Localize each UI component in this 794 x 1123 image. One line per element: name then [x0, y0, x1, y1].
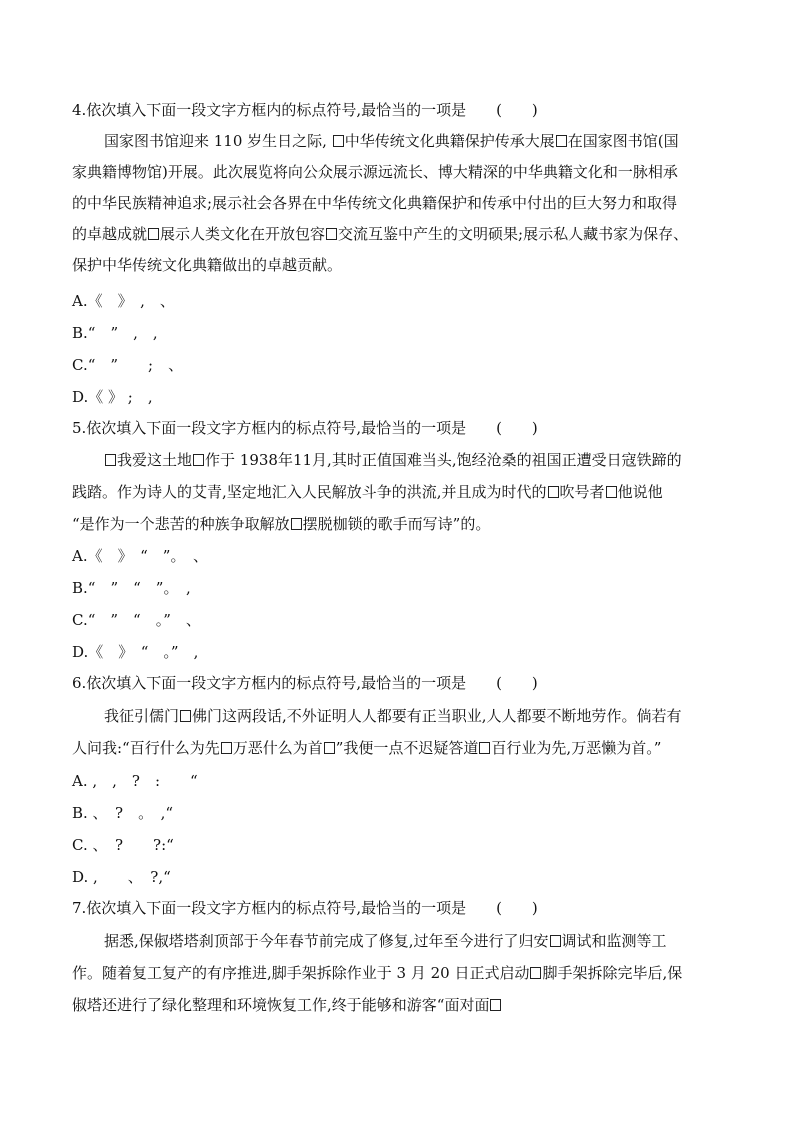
text: 据悉,保俶塔塔刹顶部于今年春节前完成了修复,过年至今进行了归安: [104, 932, 549, 950]
q4-option-a: A.《 》 , 、: [72, 292, 175, 310]
blank-box: [193, 454, 204, 466]
blank-box: [324, 742, 335, 754]
q4-paragraph-line: 的中华民族精神追求;展示社会各界在中华传统文化典籍保护和传承中付出的巨大努力和取得: [72, 194, 678, 212]
text: 摆脱枷锁的歌手而写诗”的。: [302, 515, 491, 533]
blank-box: [556, 135, 567, 147]
q4-option-d: D.《 》 ; ,: [72, 388, 153, 406]
q6-option-a: A. , , ? : “: [72, 772, 198, 790]
text: 人问我:“百行什么为先: [72, 739, 220, 757]
text: 国家图书馆迎来 110 岁生日之际,: [104, 132, 332, 150]
blank-box: [105, 454, 116, 466]
text: 我爱这土地: [117, 451, 193, 469]
text: 他说他: [617, 483, 663, 501]
blank-box: [333, 135, 344, 147]
text: 的卓越成就: [72, 225, 148, 243]
text: 作于 1938年11月,其时正值国难当头,饱经沧桑的祖国正遭受日寇铁蹄的: [205, 451, 682, 469]
blank-box: [490, 999, 501, 1011]
q5-option-c: C.“ ” “ 。” 、: [72, 611, 201, 629]
text: 俶塔还进行了绿化整理和环境恢复工作,终于能够和游客“面对面: [72, 996, 490, 1014]
text: “是作为一个悲苦的种族争取解放: [72, 515, 290, 533]
blank-box: [479, 742, 490, 754]
q6-paragraph-line: [72, 738, 661, 758]
text: 吹号者: [559, 483, 605, 501]
q6-paragraph-line: [104, 706, 682, 726]
blank-box: [326, 228, 337, 240]
text: 作。随着复工复产的有序推进,脚手架拆除作业于 3 月 20 日正式启动: [72, 964, 530, 982]
blank-box: [550, 935, 561, 947]
blank-box: [180, 710, 191, 722]
q7-paragraph-line: [72, 995, 502, 1015]
q6-option-b: B. 、 ? 。 ,“: [72, 804, 174, 822]
q5-paragraph-line: [72, 514, 490, 534]
text: 践踏。作为诗人的艾青,坚定地汇入人民解放斗争的洪流,并且成为时代的: [72, 483, 547, 501]
blank-box: [221, 742, 232, 754]
q4-paragraph-line: 保护中华传统文化典籍做出的卓越贡献。: [72, 256, 343, 274]
text: 中华传统文化典籍保护传承大展: [344, 132, 555, 150]
question-7-title: 7.依次填入下面一段文字方框内的标点符号,最恰当的一项是 ( ): [72, 899, 538, 917]
question-5-title: 5.依次填入下面一段文字方框内的标点符号,最恰当的一项是 ( ): [72, 419, 538, 437]
q4-paragraph-line: 家典籍博物馆)开展。此次展览将向公众展示源远流长、博大精深的中华典籍文化和一脉相承: [72, 163, 678, 181]
text: 展示人类文化在开放包容: [160, 225, 326, 243]
blank-box: [291, 518, 302, 530]
text: 在国家图书馆(国: [567, 132, 679, 150]
q5-paragraph-line: [72, 482, 663, 502]
blank-box: [530, 967, 541, 979]
text: 百行业为先,万恶懒为首。”: [491, 739, 662, 757]
q4-paragraph-line: [72, 224, 688, 244]
q5-paragraph-line: [104, 450, 682, 470]
q7-paragraph-line: [72, 963, 682, 983]
blank-box: [148, 228, 159, 240]
blank-box: [548, 486, 559, 498]
text: 交流互鉴中产生的文明硕果;展示私人藏书家为保存、: [338, 225, 689, 243]
question-4-title: 4.依次填入下面一段文字方框内的标点符号,最恰当的一项是 ( ): [72, 101, 538, 119]
text: ”我便一点不迟疑答道: [335, 739, 479, 757]
q6-option-c: C. 、 ? ?:“: [72, 836, 174, 854]
q5-option-a: A.《 》 “ ”。 、: [72, 547, 208, 565]
q7-paragraph-line: [104, 931, 667, 951]
q4-option-b: B.“ ” , ,: [72, 324, 158, 342]
text: 万恶什么为首: [232, 739, 323, 757]
q5-option-b: B.“ ” “ ”。 ,: [72, 579, 191, 597]
blank-box: [606, 486, 617, 498]
q4-option-c: C.“ ” ; 、: [72, 356, 184, 374]
text: 调试和监测等工: [561, 932, 667, 950]
text: 脚手架拆除完毕后,保: [542, 964, 683, 982]
question-6-title: 6.依次填入下面一段文字方框内的标点符号,最恰当的一项是 ( ): [72, 674, 538, 692]
q4-paragraph-line: [104, 131, 679, 151]
text: 佛门这两段话,不外证明人人都要有正当职业,人人都要不断地劳作。倘若有: [192, 707, 682, 725]
text: 我征引儒门: [104, 707, 180, 725]
q5-option-d: D.《 》 “ 。” ,: [72, 643, 199, 661]
q6-option-d: D. , 、 ?,“: [72, 868, 171, 886]
